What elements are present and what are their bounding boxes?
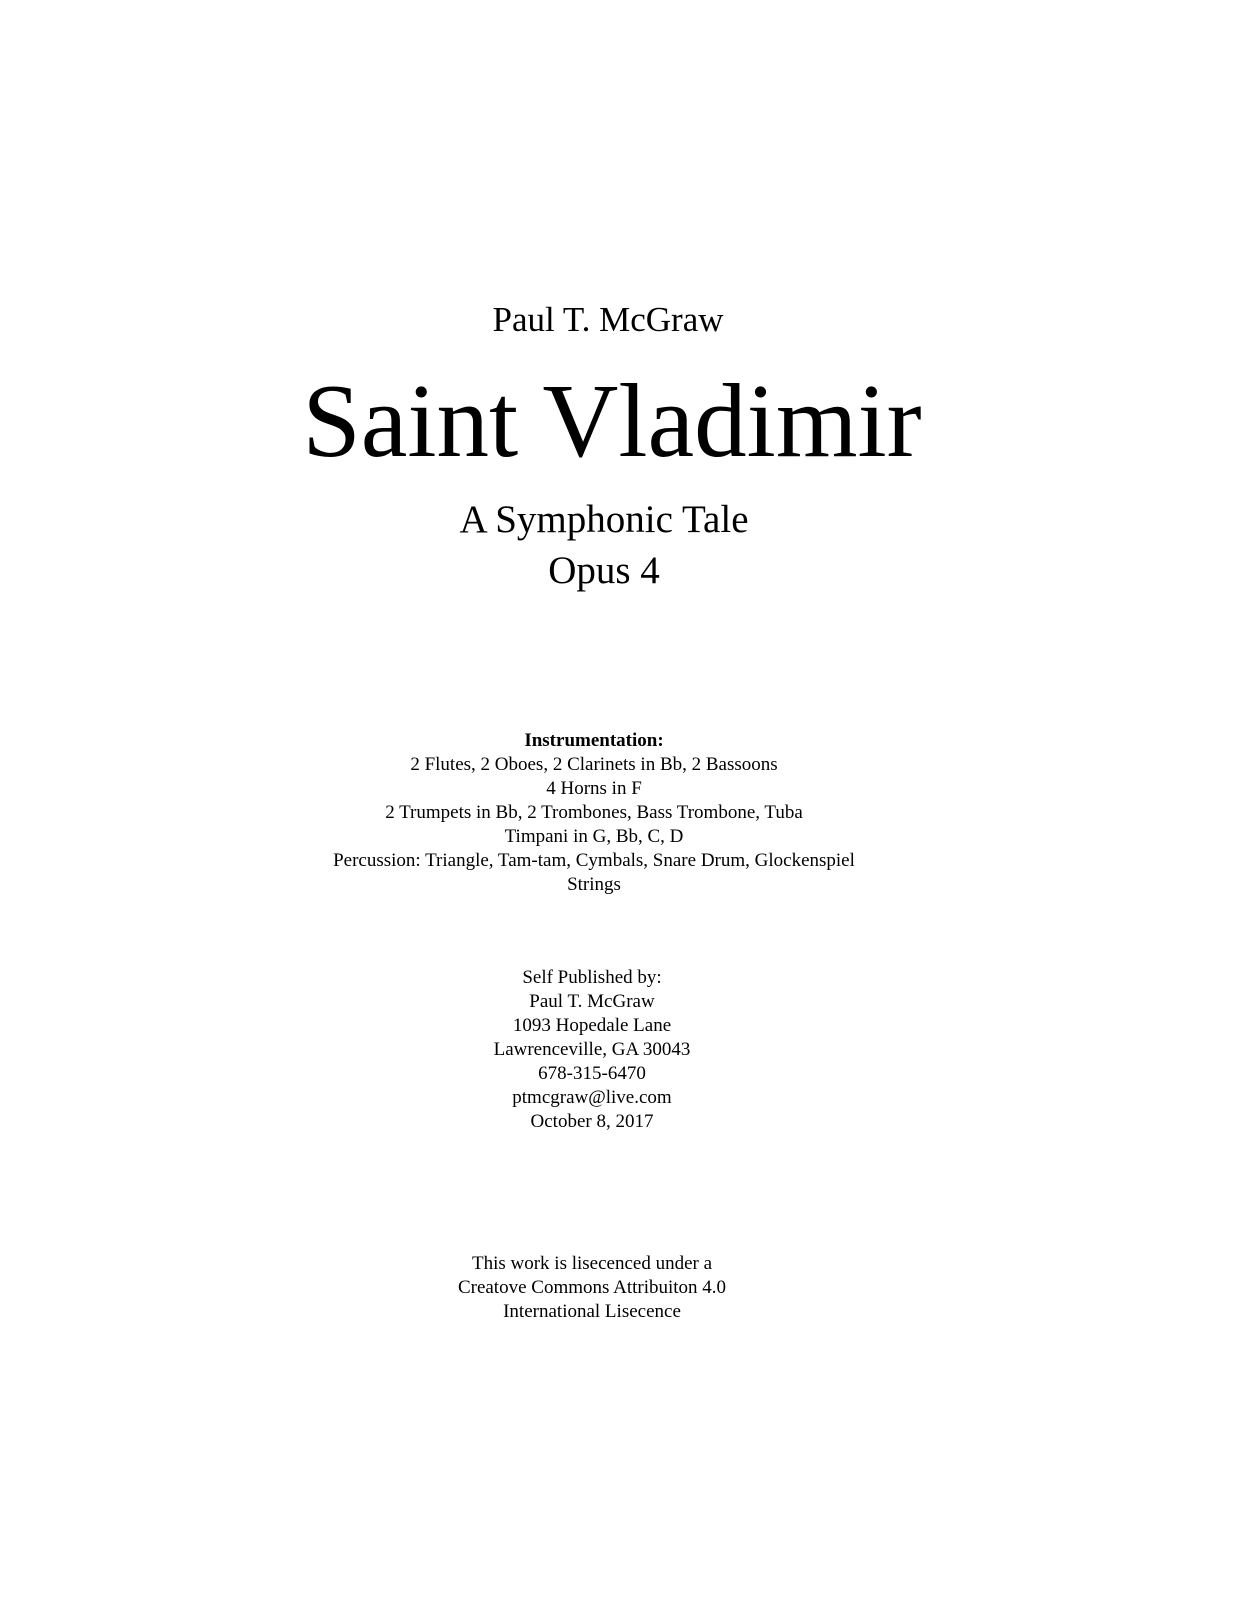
instrumentation-line: Strings	[567, 874, 621, 895]
publisher-phone: 678-315-6470	[538, 1063, 646, 1084]
publisher-city: Lawrenceville, GA 30043	[493, 1039, 691, 1060]
composer-name: Paul T. McGraw	[492, 300, 724, 339]
instrumentation-line: 2 Flutes, 2 Oboes, 2 Clarinets in Bb, 2 Bassoons	[410, 754, 778, 775]
instrumentation-line: 4 Horns in F	[546, 778, 642, 799]
publication-date: October 8, 2017	[530, 1111, 654, 1132]
instrumentation-section	[0, 729, 1212, 897]
instrumentation-heading: Instrumentation:	[524, 730, 664, 751]
work-subtitle: A Symphonic Tale	[459, 498, 749, 541]
publisher-street: 1093 Hopedale Lane	[512, 1015, 672, 1036]
license-line: Creatove Commons Attribuiton 4.0	[457, 1277, 727, 1298]
publisher-label: Self Published by:	[522, 967, 662, 988]
publisher-email: ptmcgraw@live.com	[512, 1087, 672, 1108]
instrumentation-line: 2 Trumpets in Bb, 2 Trombones, Bass Trombone, Tuba	[385, 802, 803, 823]
license-line: International Lisecence	[503, 1301, 681, 1322]
license-line: This work is lisecenced under a	[471, 1253, 713, 1274]
license-notice	[0, 1252, 1210, 1324]
instrumentation-line: Timpani in G, Bb, C, D	[504, 826, 684, 847]
publisher-section	[0, 966, 1210, 1134]
instrumentation-line: Percussion: Triangle, Tam-tam, Cymbals, Snare Drum, Glockenspiel	[333, 850, 855, 871]
opus-number: Opus 4	[548, 549, 660, 592]
work-title: Saint Vladimir	[302, 362, 922, 479]
publisher-name: Paul T. McGraw	[529, 991, 655, 1012]
